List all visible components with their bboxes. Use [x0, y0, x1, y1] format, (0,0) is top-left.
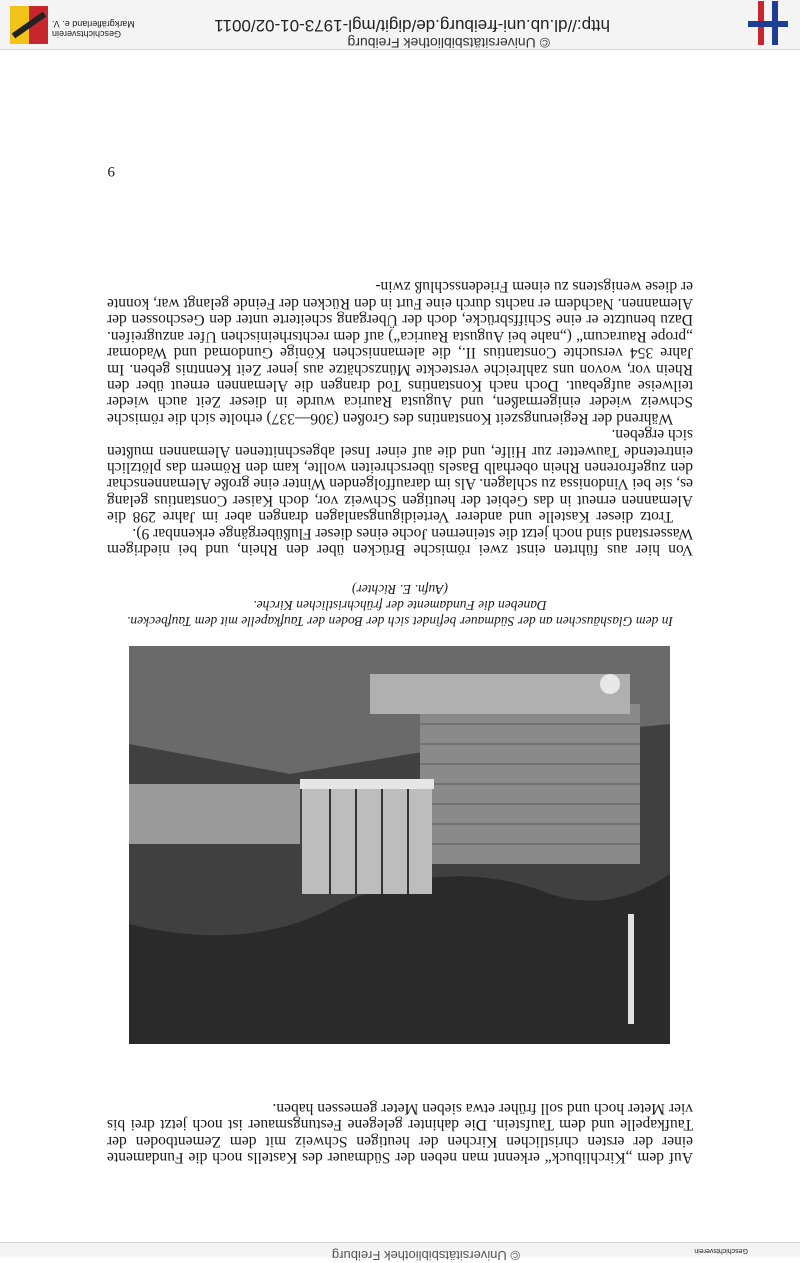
top-association: Geschichtsverein [694, 1247, 748, 1254]
viewer-header [0, 0, 800, 50]
association-name [52, 19, 148, 39]
paragraph-kastelle: Trotz dieser Kastelle und anderer Verteidigungsanlagen drangen aber im Jahre 298 die Alemannen erneut in das Gebiet der heutigen Schweiz vor, doch Kaiser Constantius gelang es, sie bei Vindonissa zu schlagen. Als im darauffolgenden Winter eine große Alemannenschar den zugefrorenen Rhein oberhalb Basels überschreiten wollte, kam den Römern das plötzlich eintretende Tauwetter zur Hilfe, und die auf einer Insel abgeschnittenen Alemannen mußten sich ergeben. [107, 426, 693, 526]
caption-credit: (Aufn. E. Richter) [352, 582, 448, 597]
top-toolbar [0, 1242, 800, 1263]
photo-caption [120, 581, 680, 629]
geschichtsverein-logo-icon [10, 6, 48, 44]
intro-text: Auf dem „Kirchlibuck“ erkennt man neben der Südmauer des Kastells noch die Fundamente einer der ersten christlichen Kirchen der heutigen Schweiz mit dem Zementboden der Taufkapelle und dem Taufstein. Die dahinter gelegene Festungsmauer ist noch jetzt drei bis vier Meter hoch und soll früher etwa sieben Meter gemessen haben. [107, 1099, 693, 1166]
intro-paragraph [107, 1099, 693, 1165]
association-line-1: Geschichtsverein [52, 29, 122, 39]
page-number: 9 [107, 163, 115, 179]
paragraph-konstantin: Während der Regierungszeit Konstantins des Großen (306—337) erholte sich die römische Schweiz wieder einigermaßen, und Augusta Raurica wurde in dieser Zeit auch wieder teilweise aufgebaut. Doch nach Konstantins Tod drangen die Alemannen erneut über den Rhein vor, wovon uns zahlreiche versteckte Münzschätze aus jener Zeit Kenntnis geben. Im Jahre 354 versuchte Constantius II., die alemannischen Könige Gundomad und Wadomar „prope Rauracum“ („nahe bei Augusta Raurica“) auf dem rechtsrheinischen Ufer anzugreifen. Dazu benutzte er eine Schiffsbrücke, doch der Übergang scheiterte unter den Geschossen der Alemannen. Nachdem er nachts durch eine Furt in den Rücken der Feinde gelangt war, konnte er diese wenigstens zu einem Friedensschluß zwin- [107, 278, 693, 427]
photo-glass-house-baptistery [129, 646, 670, 1044]
paragraph-bridges: Von hier aus führten einst zwei römische Brücken über den Rhein, und bei niedrigem Wasserstand sind noch jetzt die steinernen Joche eines dieser Flußübergänge erkennbar 9). [107, 524, 693, 558]
association-line-2: Markgräflerland e. V. [52, 19, 135, 29]
ub-freiburg-logo-icon [748, 1, 788, 45]
body-text [107, 278, 693, 557]
top-copyright: © Universitätsbibliothek Freiburg [331, 1248, 520, 1263]
photo-image [129, 646, 670, 1044]
caption-text: In dem Glashäuschen an der Südmauer befindet sich der Boden der Taufkapelle mit dem Taufbecken. Daneben die Fundamente der frühchristlichen Kirche. [126, 598, 674, 629]
source-url: http://dl.ub.uni-freiburg.de/digit/mgl-1973-01-02/0011 [214, 16, 610, 35]
header-copyright: © Universitätsbibliothek Freiburg [347, 35, 550, 51]
